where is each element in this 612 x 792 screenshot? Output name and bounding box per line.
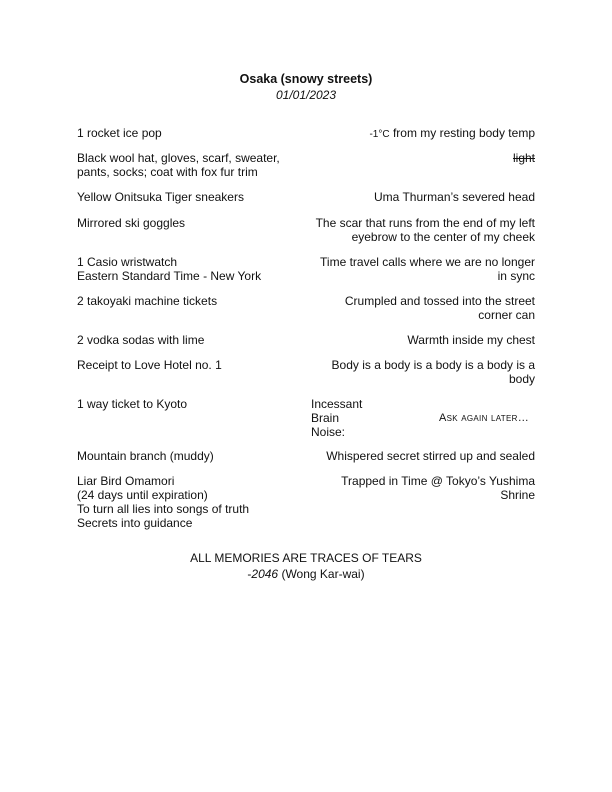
right-item — [305, 190, 535, 204]
noise-line: Incessant — [311, 397, 363, 411]
right-line: Body is a body is a body is a body is a — [331, 358, 535, 372]
left-line: Mountain branch (muddy) — [77, 449, 214, 463]
left-line: Liar Bird Omamori — [77, 474, 175, 488]
left-line: Eastern Standard Time - New York — [77, 269, 262, 283]
left-line: 1 way ticket to Kyoto — [77, 397, 188, 411]
left-item — [77, 294, 302, 308]
right-item — [295, 449, 535, 463]
left-line: Receipt to Love Hotel no. 1 — [77, 358, 222, 372]
attribution-dash: - — [247, 567, 252, 581]
noise-line: Brain — [311, 411, 340, 425]
left-item — [77, 190, 302, 204]
ask-again-later-text: Ask again later… — [438, 412, 529, 424]
left-item — [77, 397, 302, 411]
right-line: body — [508, 372, 535, 386]
left-item — [77, 333, 302, 347]
right-line: corner can — [478, 308, 535, 322]
page-title: Osaka (snowy streets) — [239, 72, 373, 86]
temperature-value: -1°C — [369, 129, 390, 140]
right-line-struck: light — [512, 151, 535, 165]
left-line: pants, socks; coat with fox fur trim — [77, 165, 258, 179]
right-item — [305, 151, 535, 165]
right-item — [305, 126, 535, 142]
left-item — [77, 255, 302, 283]
author-name: (Wong Kar-wai) — [281, 567, 365, 581]
right-item — [305, 294, 535, 322]
right-item — [295, 255, 535, 283]
quote-text: ALL MEMORIES ARE TRACES OF TEARS — [190, 551, 422, 565]
right-line: Shrine — [500, 488, 535, 502]
right-line: Whispered secret stirred up and sealed — [326, 449, 535, 463]
right-line: Uma Thurman’s severed head — [374, 190, 535, 204]
left-item — [77, 474, 302, 530]
left-item — [77, 151, 302, 179]
right-item — [305, 333, 535, 347]
film-title: 2046 — [251, 567, 279, 581]
right-item — [295, 216, 535, 244]
right-line: in sync — [497, 269, 535, 283]
footer-quote — [0, 550, 612, 582]
left-item — [77, 449, 302, 463]
left-line: To turn all lies into songs of truth — [77, 502, 250, 516]
left-line: 1 Casio wristwatch — [77, 255, 178, 269]
quote-attribution — [0, 566, 612, 582]
right-line: The scar that runs from the end of my left — [315, 216, 535, 230]
right-item — [295, 358, 535, 386]
page-date: 01/01/2023 — [275, 88, 337, 102]
noise-line: Noise: — [311, 425, 346, 439]
right-line: Warmth inside my chest — [407, 333, 535, 347]
left-line: Secrets into guidance — [77, 516, 193, 530]
left-item — [77, 126, 302, 140]
right-line: Time travel calls where we are no longer — [320, 255, 535, 269]
left-line: 2 takoyaki machine tickets — [77, 294, 218, 308]
left-item — [77, 358, 302, 372]
left-line: (24 days until expiration) — [77, 488, 208, 502]
right-item — [305, 474, 535, 502]
left-line: Mirrored ski goggles — [77, 216, 186, 230]
left-item — [77, 216, 302, 230]
left-line: 2 vodka sodas with lime — [77, 333, 205, 347]
noise-words — [311, 397, 362, 439]
left-line: 1 rocket ice pop — [77, 126, 162, 140]
left-line: Yellow Onitsuka Tiger sneakers — [77, 190, 244, 204]
right-line: eyebrow to the center of my cheek — [351, 230, 535, 244]
right-line: Crumpled and tossed into the street — [344, 294, 535, 308]
left-line: Black wool hat, gloves, scarf, sweater, — [77, 151, 280, 165]
right-line: from my resting body temp — [392, 126, 535, 140]
right-line: Trapped in Time @ Tokyo’s Yushima — [341, 474, 535, 488]
header — [0, 71, 612, 103]
